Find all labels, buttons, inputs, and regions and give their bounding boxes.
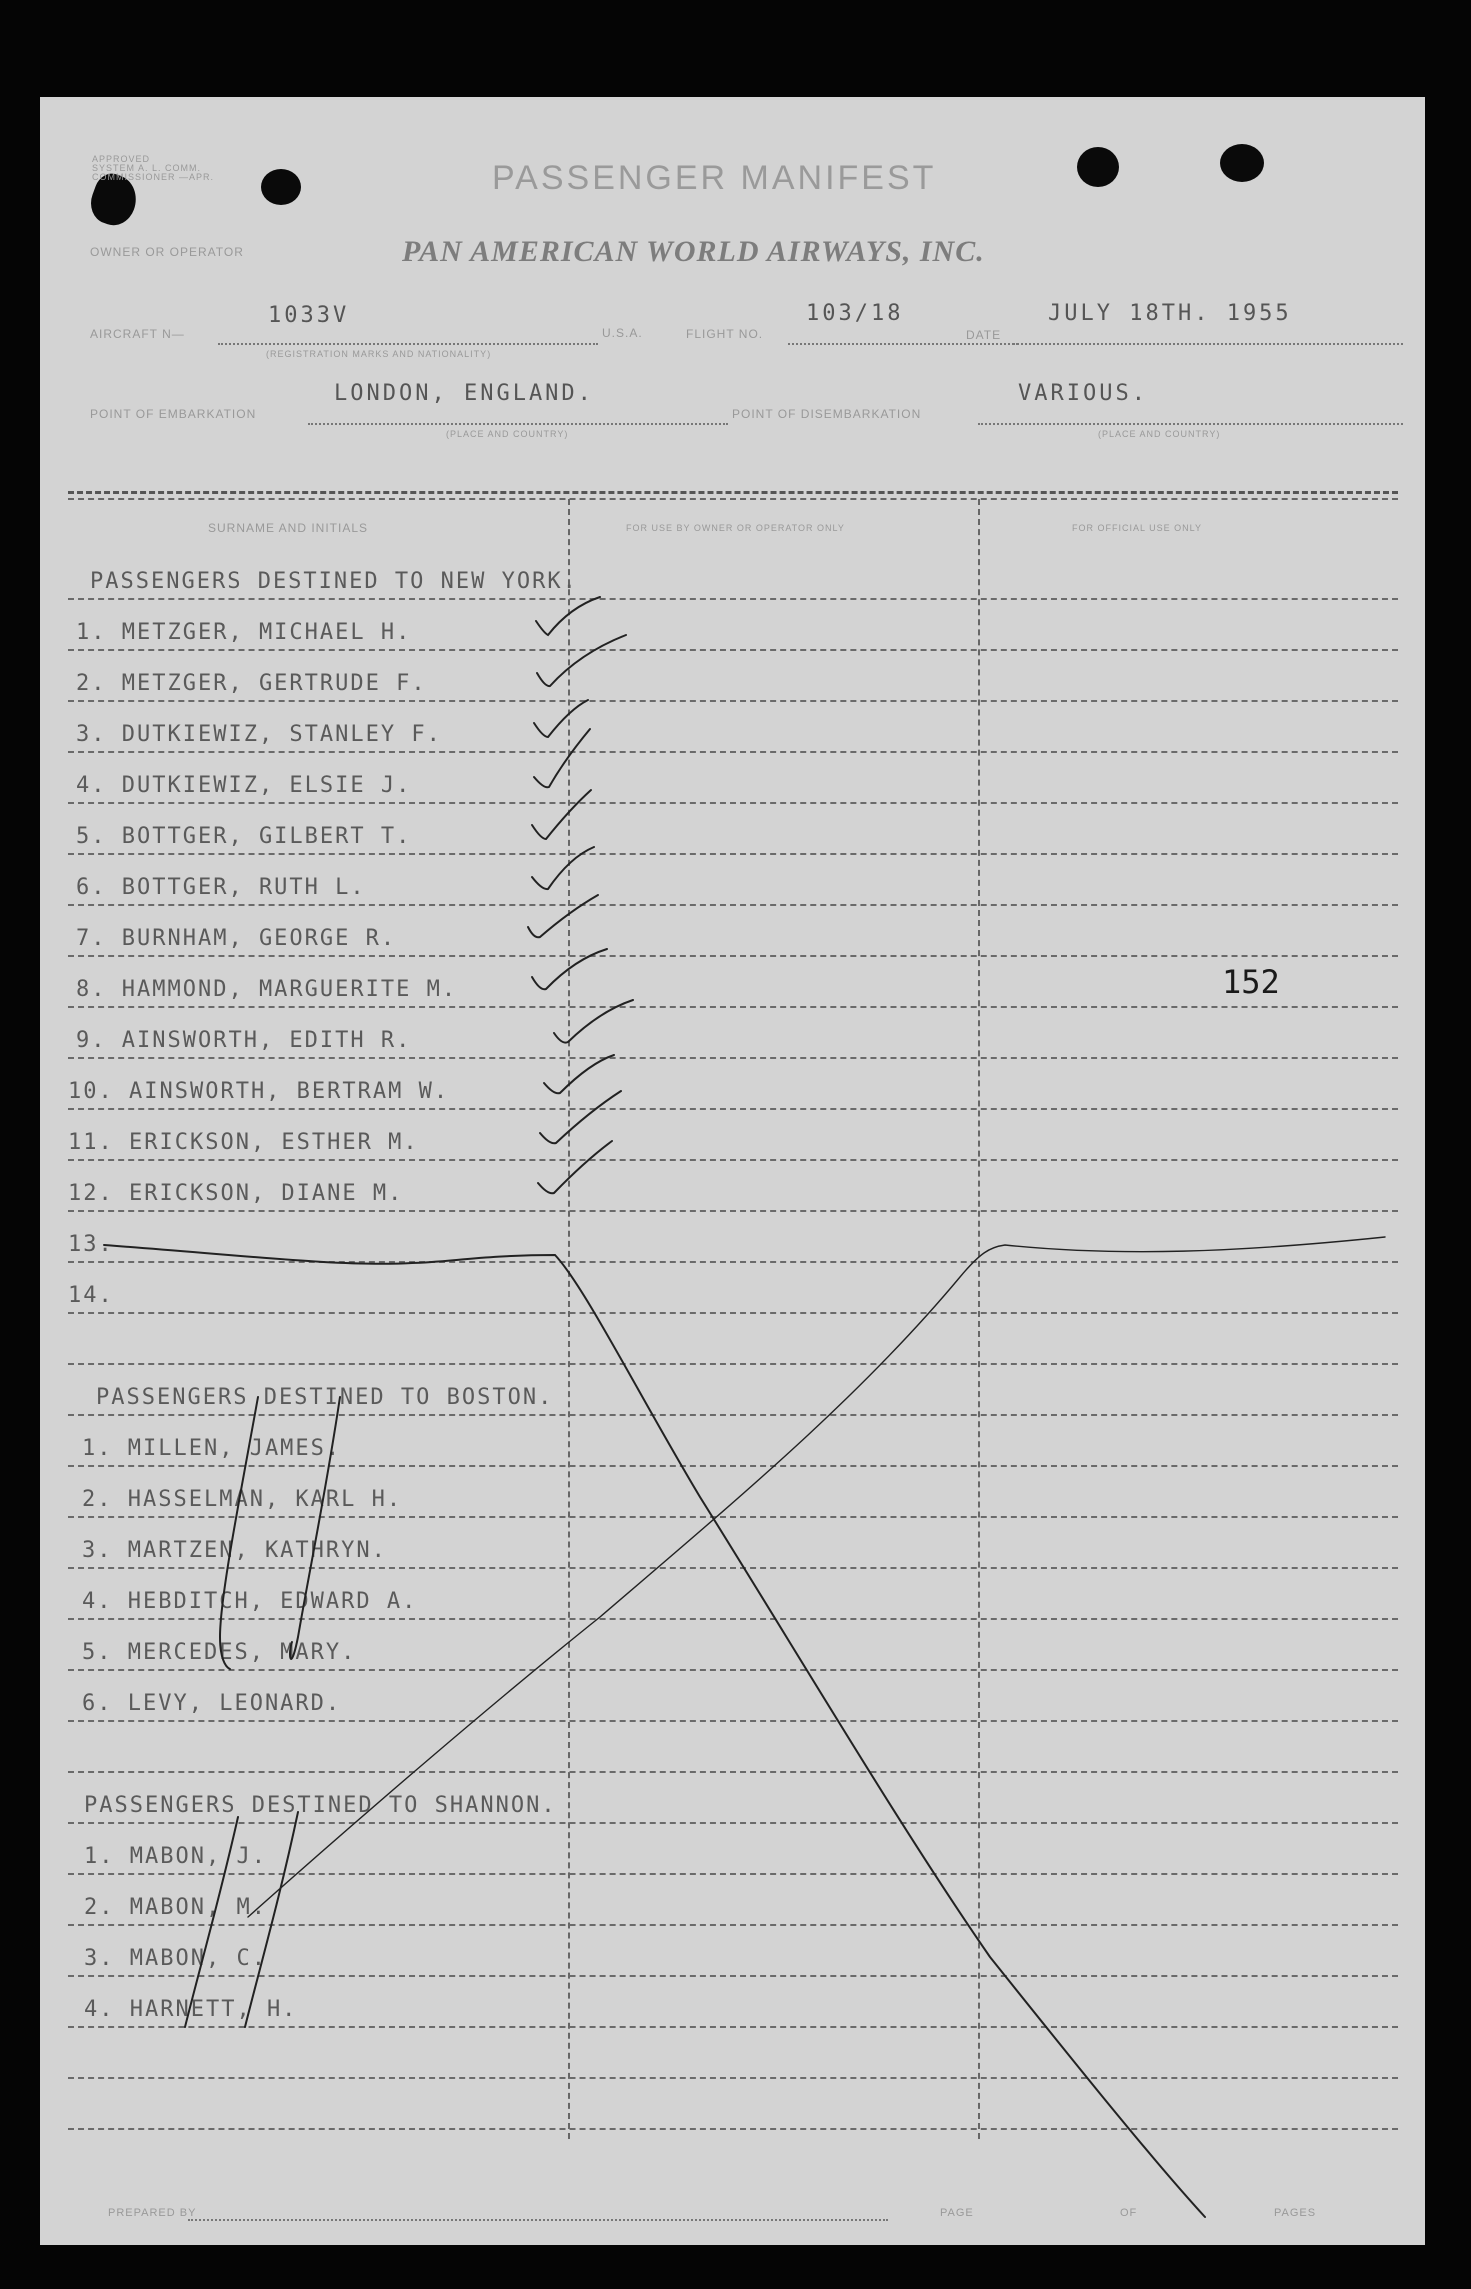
row-text: 5. MERCEDES, MARY. <box>82 1640 357 1665</box>
stamp-line: APPROVED <box>92 154 151 164</box>
footer-page-label: PAGE <box>940 2207 974 2219</box>
strike-through-line <box>104 1245 1205 2217</box>
bracket-mark <box>220 1397 258 1669</box>
bracket-mark <box>290 1397 340 1659</box>
strike-through-line <box>248 1237 1385 1917</box>
flight-label: FLIGHT NO. <box>686 327 764 341</box>
row-text: 13. <box>68 1232 114 1257</box>
owner-value: PAN AMERICAN WORLD AIRWAYS, INC. <box>402 235 985 268</box>
row-text: 6. LEVY, LEONARD. <box>82 1691 342 1716</box>
check-mark-icon <box>534 700 588 737</box>
handwritten-marks <box>40 97 1425 2245</box>
bracket-mark <box>185 1817 238 2027</box>
check-mark-icon <box>532 790 591 839</box>
footer-pages-label: PAGES <box>1274 2207 1317 2219</box>
registration-caption: (REGISTRATION MARKS AND NATIONALITY) <box>266 349 492 359</box>
check-mark-icon <box>532 847 594 889</box>
row-text: 8. HAMMOND, MARGUERITE M. <box>76 977 458 1002</box>
disembarkation-value: VARIOUS. <box>1018 381 1148 406</box>
date-value: JULY 18TH. 1955 <box>1048 301 1292 326</box>
row-text: 11. ERICKSON, ESTHER M. <box>68 1130 419 1155</box>
row-text: 3. DUTKIEWIZ, STANLEY F. <box>76 722 442 747</box>
usa-label: U.S.A. <box>602 326 643 340</box>
row-text: PASSENGERS DESTINED TO NEW YORK. <box>90 569 578 594</box>
row-text: 3. MABON, C. <box>84 1946 267 1971</box>
owner-label: OWNER OR OPERATOR <box>90 245 244 259</box>
row-text: 5. BOTTGER, GILBERT T. <box>76 824 412 849</box>
row-text: 14. <box>68 1283 114 1308</box>
row-text: 2. MABON, M. <box>84 1895 267 1920</box>
column-header-official: FOR OFFICIAL USE ONLY <box>1072 523 1203 533</box>
form-title: PASSENGER MANIFEST <box>492 159 937 197</box>
stamp-line: COMMISSIONER —APR. <box>92 172 215 182</box>
row-text: 2. METZGER, GERTRUDE F. <box>76 671 427 696</box>
footer-prepared-underline <box>188 2219 888 2221</box>
row-text: 4. DUTKIEWIZ, ELSIE J. <box>76 773 412 798</box>
row-text: 1. METZGER, MICHAEL H. <box>76 620 412 645</box>
row-text: 9. AINSWORTH, EDITH R. <box>76 1028 412 1053</box>
row-text: PASSENGERS DESTINED TO BOSTON. <box>96 1385 554 1410</box>
check-mark-icon <box>554 1000 633 1043</box>
manifest-sheet <box>40 97 1425 2245</box>
aircraft-label: AIRCRAFT N— <box>90 327 185 341</box>
row-text: 1. MILLEN, JAMES. <box>82 1436 342 1461</box>
disembarkation-label: POINT OF DISEMBARKATION <box>732 407 922 421</box>
check-mark-icon <box>528 895 598 937</box>
row-text: 6. BOTTGER, RUTH L. <box>76 875 366 900</box>
official-number: 152 <box>1222 963 1280 1001</box>
footer-of-label: OF <box>1120 2207 1138 2219</box>
check-mark-icon <box>536 597 600 635</box>
column-header-operator: FOR USE BY OWNER OR OPERATOR ONLY <box>626 523 845 533</box>
row-text: 4. HEBDITCH, EDWARD A. <box>82 1589 418 1614</box>
row-text: PASSENGERS DESTINED TO SHANNON. <box>84 1793 557 1818</box>
aircraft-value: 1033V <box>268 303 350 328</box>
check-mark-icon <box>538 1141 612 1193</box>
row-text: 12. ERICKSON, DIANE M. <box>68 1181 404 1206</box>
check-mark-icon <box>544 1055 614 1093</box>
stamp-line: SYSTEM A. L. COMM. <box>92 163 202 173</box>
date-label: DATE <box>966 328 1002 342</box>
embarkation-value: LONDON, ENGLAND. <box>334 381 594 406</box>
check-mark-icon <box>540 1091 621 1143</box>
footer-prepared-label: PREPARED BY <box>108 2207 197 2219</box>
embarkation-caption: (PLACE AND COUNTRY) <box>446 429 569 439</box>
row-text: 3. MARTZEN, KATHRYN. <box>82 1538 387 1563</box>
row-text: 4. HARNETT, H. <box>84 1997 298 2022</box>
disembarkation-caption: (PLACE AND COUNTRY) <box>1098 429 1221 439</box>
column-header-surname: SURNAME AND INITIALS <box>208 521 369 535</box>
row-text: 2. HASSELMAN, KARL H. <box>82 1487 403 1512</box>
check-mark-icon <box>534 729 590 787</box>
embarkation-label: POINT OF EMBARKATION <box>90 407 257 421</box>
flight-value: 103/18 <box>806 301 904 326</box>
row-text: 1. MABON, J. <box>84 1844 267 1869</box>
check-mark-icon <box>537 635 626 686</box>
check-mark-icon <box>532 949 607 989</box>
bracket-mark <box>245 1812 298 2027</box>
row-text: 10. AINSWORTH, BERTRAM W. <box>68 1079 450 1104</box>
row-text: 7. BURNHAM, GEORGE R. <box>76 926 397 951</box>
